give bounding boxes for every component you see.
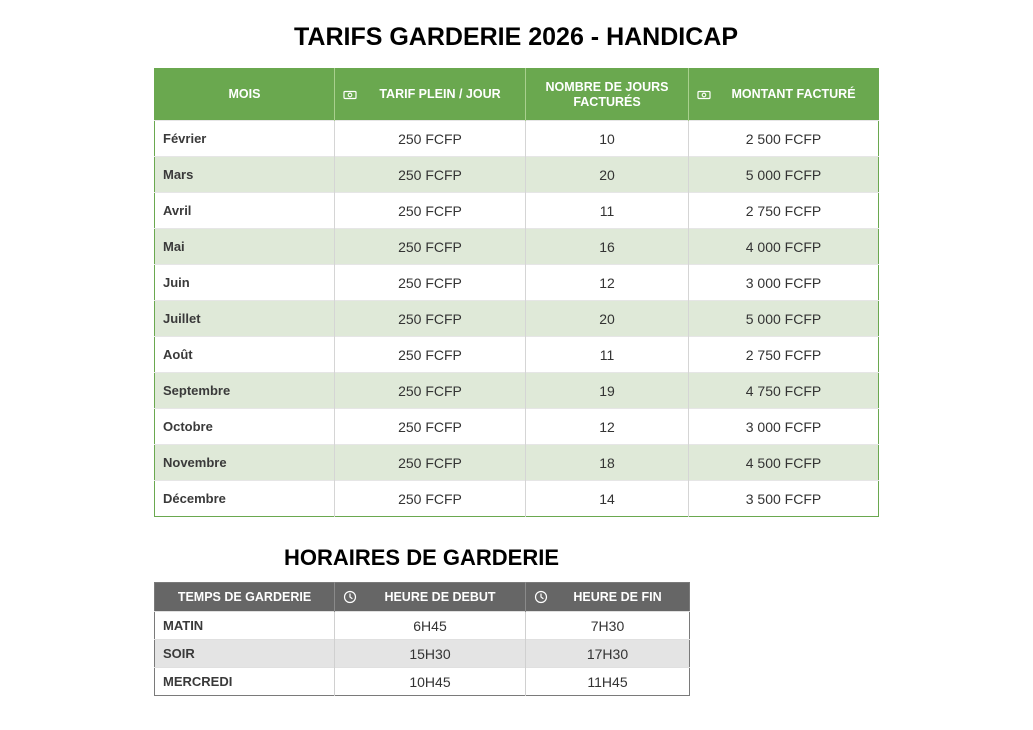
header-end-label: HEURE DE FIN xyxy=(573,590,662,604)
month-cell: Avril xyxy=(155,193,335,229)
amount-cell: 2 750 FCFP xyxy=(689,193,879,229)
table-row xyxy=(155,337,879,373)
month-cell: Septembre xyxy=(155,373,335,409)
clock-icon xyxy=(534,590,548,604)
hours-table xyxy=(154,582,690,696)
rate-cell: 250 FCFP xyxy=(335,265,526,301)
table-row xyxy=(155,481,879,517)
month-cell: Octobre xyxy=(155,409,335,445)
slot-cell: MATIN xyxy=(155,612,335,640)
header-month-label: MOIS xyxy=(228,87,261,101)
month-cell: Novembre xyxy=(155,445,335,481)
page-title: TARIFS GARDERIE 2026 - HANDICAP xyxy=(293,23,739,51)
month-cell: Mars xyxy=(155,157,335,193)
header-start xyxy=(335,583,526,612)
month-cell: Mai xyxy=(155,229,335,265)
rate-cell: 250 FCFP xyxy=(335,157,526,193)
slot-cell: MERCREDI xyxy=(155,668,335,696)
section-title: HORAIRES DE GARDERIE xyxy=(283,545,560,570)
slot-cell: SOIR xyxy=(155,640,335,668)
days-cell: 18 xyxy=(526,445,689,481)
amount-cell: 2 500 FCFP xyxy=(689,121,879,157)
start-time-cell: 15H30 xyxy=(335,640,526,668)
amount-cell: 3 000 FCFP xyxy=(689,265,879,301)
rates-header-row xyxy=(155,69,879,121)
rate-cell: 250 FCFP xyxy=(335,481,526,517)
month-cell: Décembre xyxy=(155,481,335,517)
amount-cell: 5 000 FCFP xyxy=(689,301,879,337)
header-days-billed-label: NOMBRE DE JOURS FACTURÉS xyxy=(545,79,669,109)
rate-cell: 250 FCFP xyxy=(335,193,526,229)
header-slot xyxy=(155,583,335,612)
table-row xyxy=(155,409,879,445)
start-time-cell: 10H45 xyxy=(335,668,526,696)
days-cell: 16 xyxy=(526,229,689,265)
amount-cell: 3 000 FCFP xyxy=(689,409,879,445)
banknote-icon xyxy=(343,88,357,102)
days-cell: 20 xyxy=(526,157,689,193)
days-cell: 19 xyxy=(526,373,689,409)
month-cell: Août xyxy=(155,337,335,373)
clock-icon xyxy=(343,590,357,604)
rate-cell: 250 FCFP xyxy=(335,121,526,157)
table-row xyxy=(155,640,690,668)
amount-cell: 2 750 FCFP xyxy=(689,337,879,373)
banknote-icon xyxy=(697,88,711,102)
rate-cell: 250 FCFP xyxy=(335,337,526,373)
month-cell: Février xyxy=(155,121,335,157)
rate-cell: 250 FCFP xyxy=(335,301,526,337)
header-days-billed xyxy=(526,69,689,121)
end-time-cell: 7H30 xyxy=(526,612,690,640)
days-cell: 11 xyxy=(526,193,689,229)
amount-cell: 4 500 FCFP xyxy=(689,445,879,481)
table-row xyxy=(155,157,879,193)
rate-cell: 250 FCFP xyxy=(335,445,526,481)
month-cell: Juin xyxy=(155,265,335,301)
header-slot-label: TEMPS DE GARDERIE xyxy=(177,590,312,604)
table-row xyxy=(155,121,879,157)
days-cell: 11 xyxy=(526,337,689,373)
amount-cell: 5 000 FCFP xyxy=(689,157,879,193)
header-month xyxy=(155,69,335,121)
start-time-cell: 6H45 xyxy=(335,612,526,640)
amount-cell: 4 750 FCFP xyxy=(689,373,879,409)
end-time-cell: 17H30 xyxy=(526,640,690,668)
rates-table xyxy=(154,68,879,517)
days-cell: 20 xyxy=(526,301,689,337)
header-start-label: HEURE DE DEBUT xyxy=(384,590,496,604)
hours-header-row xyxy=(155,583,690,612)
header-daily-rate-label: TARIF PLEIN / JOUR xyxy=(379,87,501,101)
days-cell: 14 xyxy=(526,481,689,517)
rate-cell: 250 FCFP xyxy=(335,409,526,445)
rate-cell: 250 FCFP xyxy=(335,229,526,265)
month-cell: Juillet xyxy=(155,301,335,337)
end-time-cell: 11H45 xyxy=(526,668,690,696)
rate-cell: 250 FCFP xyxy=(335,373,526,409)
table-row xyxy=(155,265,879,301)
days-cell: 12 xyxy=(526,265,689,301)
days-cell: 10 xyxy=(526,121,689,157)
header-end xyxy=(526,583,690,612)
table-row xyxy=(155,301,879,337)
table-row xyxy=(155,373,879,409)
table-row xyxy=(155,229,879,265)
header-amount-billed-label: MONTANT FACTURÉ xyxy=(731,87,856,101)
header-amount-billed xyxy=(689,69,879,121)
table-row xyxy=(155,668,690,696)
amount-cell: 3 500 FCFP xyxy=(689,481,879,517)
header-daily-rate xyxy=(335,69,526,121)
days-cell: 12 xyxy=(526,409,689,445)
amount-cell: 4 000 FCFP xyxy=(689,229,879,265)
table-row xyxy=(155,193,879,229)
table-row xyxy=(155,445,879,481)
table-row xyxy=(155,612,690,640)
